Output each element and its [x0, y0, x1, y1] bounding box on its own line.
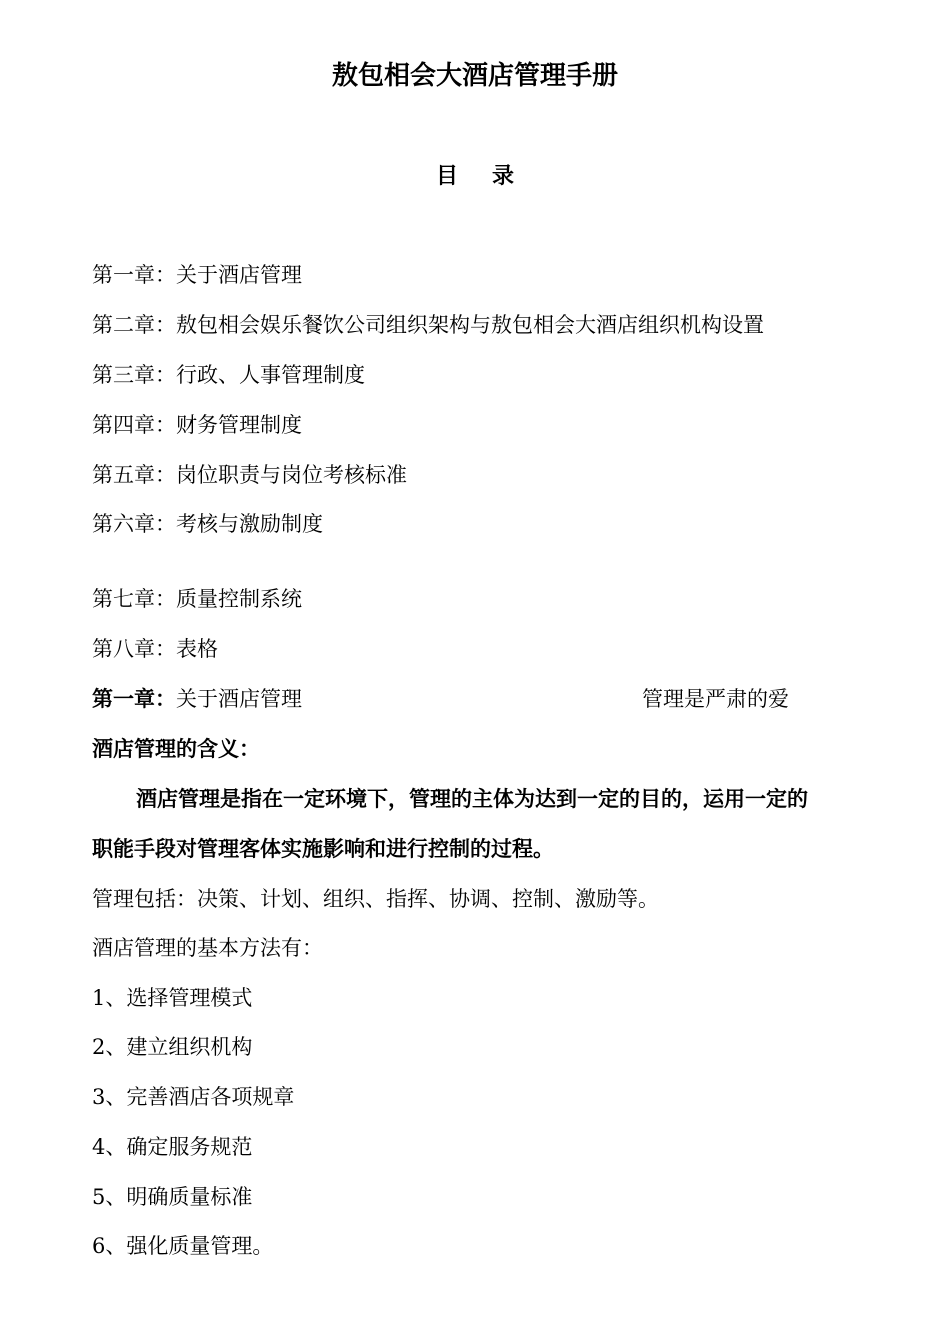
definition-line-1: 酒店管理是指在一定环境下，管理的主体为达到一定的目的，运用一定的: [136, 786, 808, 811]
chapter-1-title: 关于酒店管理: [176, 687, 302, 711]
method-item-6: 6、强化质量管理。: [92, 1234, 274, 1258]
method-item-5: 5、明确质量标准: [92, 1185, 253, 1209]
toc-item-chapter-2: 第二章：敖包相会娱乐餐饮公司组织架构与敖包相会大酒店组织机构设置: [92, 313, 764, 337]
definition-line-2: 职能手段对管理客体实施影响和进行控制的过程。: [92, 836, 554, 861]
method-item-1: 1、选择管理模式: [92, 986, 253, 1010]
methods-heading: 酒店管理的基本方法有：: [92, 936, 323, 960]
toc-item-chapter-8: 第八章：表格: [92, 637, 218, 661]
toc-item-chapter-3: 第三章：行政、人事管理制度: [92, 363, 365, 387]
method-item-3: 3、完善酒店各项规章: [92, 1085, 295, 1109]
toc-item-chapter-6: 第六章：考核与激励制度: [92, 512, 323, 536]
chapter-1-label: 第一章：: [92, 686, 176, 711]
chapter-1-motto: 管理是严肃的爱: [642, 687, 789, 711]
method-item-4: 4、确定服务规范: [92, 1135, 253, 1159]
method-item-2: 2、建立组织机构: [92, 1035, 253, 1059]
meaning-heading: 酒店管理的含义：: [92, 736, 260, 761]
toc-item-chapter-1: 第一章：关于酒店管理: [92, 263, 302, 287]
toc-item-chapter-7: 第七章：质量控制系统: [92, 587, 302, 611]
toc-item-chapter-5: 第五章：岗位职责与岗位考核标准: [92, 463, 407, 487]
management-includes: 管理包括：决策、计划、组织、指挥、协调、控制、激励等。: [92, 887, 659, 911]
toc-heading: 目录: [435, 163, 548, 189]
document-title: 敖包相会大酒店管理手册: [331, 61, 618, 91]
toc-item-chapter-4: 第四章：财务管理制度: [92, 413, 302, 437]
chapter-1-heading: [92, 684, 302, 714]
